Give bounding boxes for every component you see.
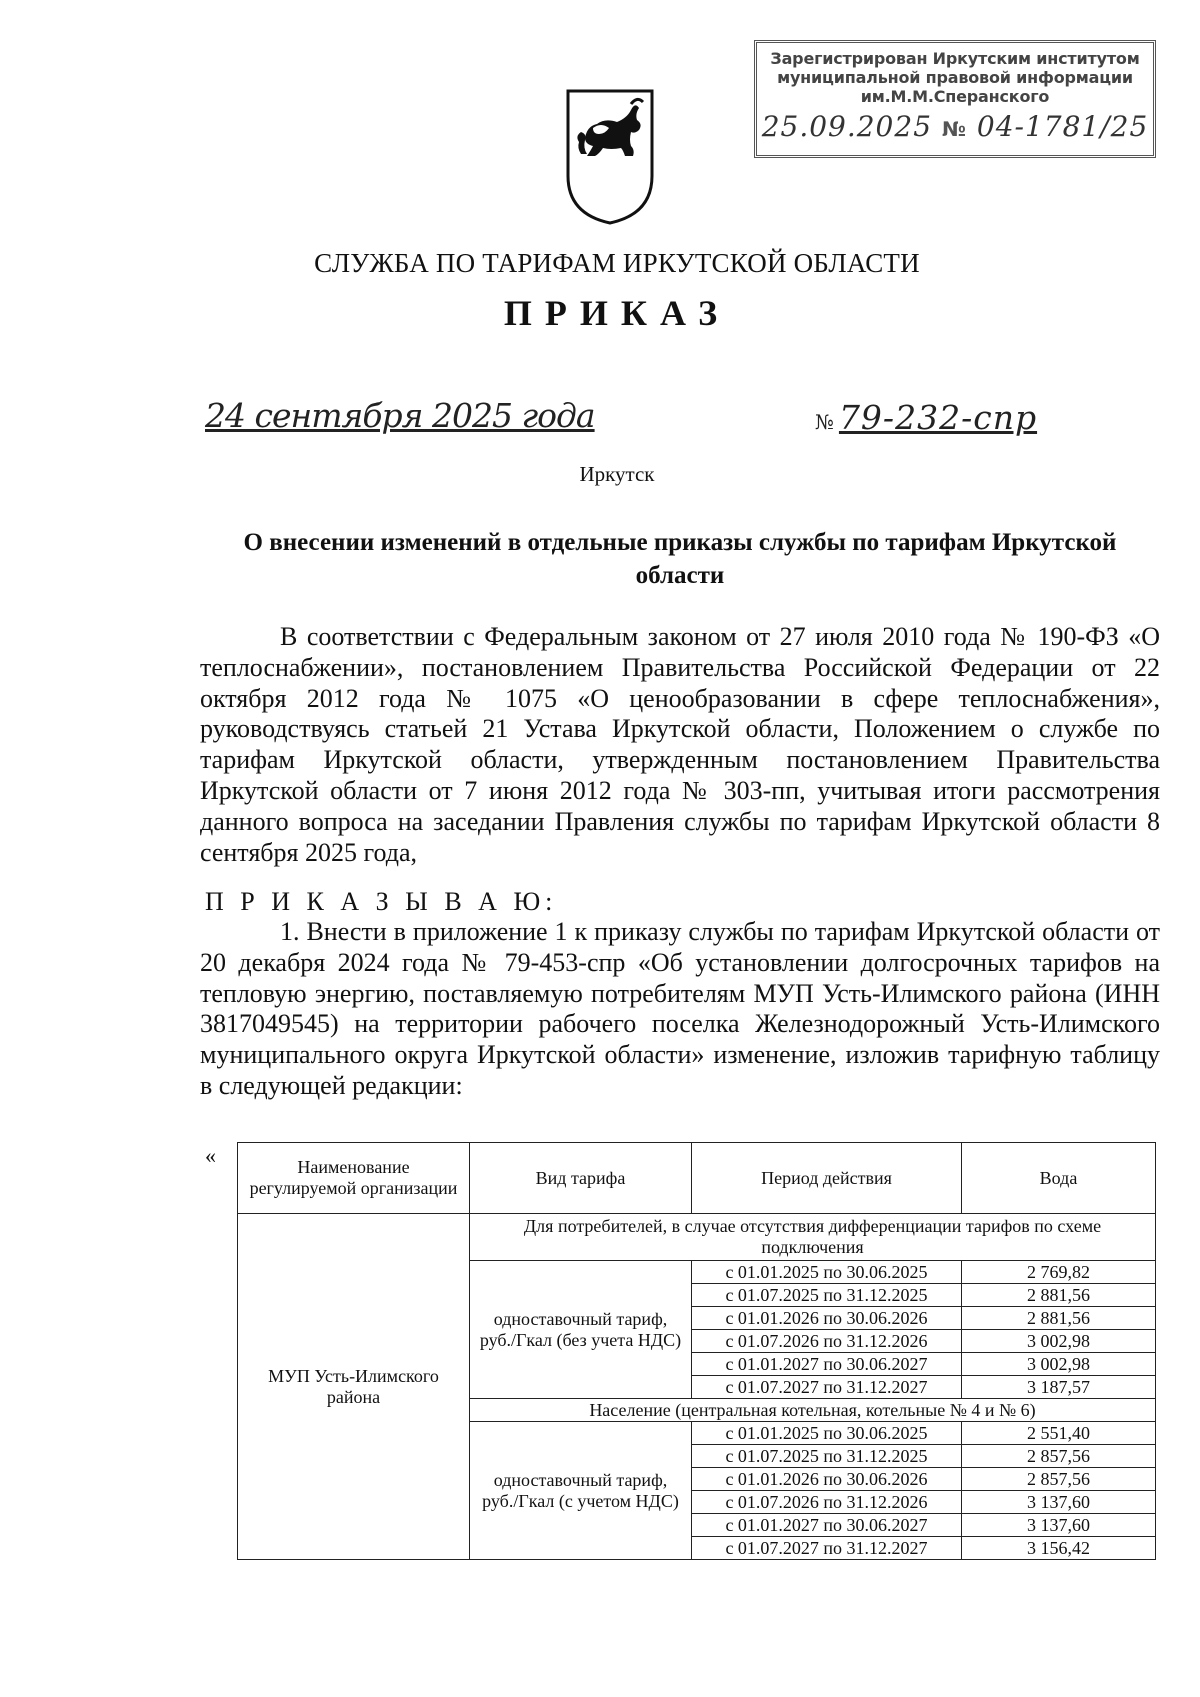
period-cell: с 01.01.2027 по 30.06.2027 <box>692 1353 962 1376</box>
number-value: 79-232-спр <box>838 398 1038 437</box>
stamp-date: 25.09.2025 <box>761 110 933 143</box>
period-cell: с 01.07.2026 по 31.12.2026 <box>692 1330 962 1353</box>
city: Иркутск <box>579 462 655 486</box>
stamp-number-label: № <box>941 117 967 141</box>
period-cell: с 01.07.2026 по 31.12.2026 <box>692 1491 962 1514</box>
stamp-line-3: им.М.М.Сперанского <box>860 87 1050 106</box>
value-cell: 2 857,56 <box>962 1445 1156 1468</box>
document-date: 24 сентября 2025 года <box>205 396 595 435</box>
coat-of-arms-emblem <box>565 88 655 226</box>
value-cell: 2 857,56 <box>962 1468 1156 1491</box>
document-number <box>815 398 1037 437</box>
tariff-type-cell: одноставочный тариф, руб./Гкал (с учетом НДС) <box>470 1422 692 1560</box>
opening-quote: « <box>205 1143 216 1168</box>
period-cell: с 01.07.2027 по 31.12.2027 <box>692 1537 962 1560</box>
preamble-paragraph: В соответствии с Федеральным законом от 27 июля 2010 года № 190-ФЗ «О теплоснабжении», постановлением Правительства Российской Федерации от 22 октября 2012 года № 1075 «О ценообразовании в сфере теплоснабжения», руководствуясь статьей 21 Устава Иркутской области, Положением о службе по тарифам Иркутской области, утвержденным постановлением Правительства Иркутской области от 7 июня 2012 года № 303-пп, учитывая итоги рассмотрения данного вопроса на заседании Правления службы по тарифам Иркутской области 8 сентября 2025 года, <box>200 622 1160 867</box>
period-cell: с 01.01.2026 по 30.06.2026 <box>692 1307 962 1330</box>
value-cell: 3 187,57 <box>962 1376 1156 1399</box>
number-label: № <box>815 410 835 434</box>
decree-word: П Р И К А З Ы В А Ю: <box>205 887 558 916</box>
organization-title: СЛУЖБА ПО ТАРИФАМ ИРКУТСКОЙ ОБЛАСТИ <box>314 248 920 278</box>
period-cell: с 01.07.2027 по 31.12.2027 <box>692 1376 962 1399</box>
period-cell: с 01.01.2025 по 30.06.2025 <box>692 1261 962 1284</box>
header-organization: Наименование регулируемой организации <box>238 1143 470 1214</box>
value-cell: 3 137,60 <box>962 1514 1156 1537</box>
table-header-row <box>238 1143 1156 1214</box>
document-heading: О внесении изменений в отдельные приказы службы по тарифам Иркутской области <box>243 529 1117 589</box>
section-title: Население (центральная котельная, котельные № 4 и № 6) <box>470 1399 1156 1422</box>
period-cell: с 01.07.2025 по 31.12.2025 <box>692 1284 962 1307</box>
stamp-line-2: муниципальной правовой информации <box>777 68 1133 87</box>
tariff-table <box>237 1142 1156 1560</box>
period-cell: с 01.01.2025 по 30.06.2025 <box>692 1422 962 1445</box>
period-cell: с 01.01.2027 по 30.06.2027 <box>692 1514 962 1537</box>
value-cell: 2 769,82 <box>962 1261 1156 1284</box>
section-title-row <box>238 1214 1156 1261</box>
stamp-line-1: Зарегистрирован Иркутским институтом <box>770 49 1140 68</box>
item-1-paragraph: 1. Внести в приложение 1 к приказу службы по тарифам Иркутской области от 20 декабря 2024 года № 79-453-спр «Об установлении долгосрочных тарифов на тепловую энергию, поставляемую потребителям МУП Усть-Илимского района (ИНН 3817049545) на территории рабочего поселка Железнодорожный Усть-Илимского муниципального округа Иркутской области» изменение, изложив тарифную таблицу в следующей редакции: <box>200 917 1160 1100</box>
stamp-handwritten-line <box>757 110 1153 143</box>
value-cell: 3 156,42 <box>962 1537 1156 1560</box>
value-cell: 2 881,56 <box>962 1307 1156 1330</box>
section-title: Для потребителей, в случае отсутствия дифференциации тарифов по схеме подключения <box>470 1214 1156 1261</box>
value-cell: 3 137,60 <box>962 1491 1156 1514</box>
header-period: Период действия <box>692 1143 962 1214</box>
value-cell: 2 881,56 <box>962 1284 1156 1307</box>
period-cell: с 01.01.2026 по 30.06.2026 <box>692 1468 962 1491</box>
stamp-number: 04-1781/25 <box>976 110 1149 143</box>
registration-stamp <box>754 40 1156 158</box>
header-tariff-type: Вид тарифа <box>470 1143 692 1214</box>
header-water: Вода <box>962 1143 1156 1214</box>
value-cell: 2 551,40 <box>962 1422 1156 1445</box>
document-type: ПРИКАЗ <box>503 293 731 333</box>
organization-cell: МУП Усть-Илимского района <box>238 1214 470 1560</box>
value-cell: 3 002,98 <box>962 1330 1156 1353</box>
period-cell: с 01.07.2025 по 31.12.2025 <box>692 1445 962 1468</box>
tariff-type-cell: одноставочный тариф, руб./Гкал (без учета НДС) <box>470 1261 692 1399</box>
irkutsk-coat-of-arms-icon <box>565 88 655 226</box>
value-cell: 3 002,98 <box>962 1353 1156 1376</box>
